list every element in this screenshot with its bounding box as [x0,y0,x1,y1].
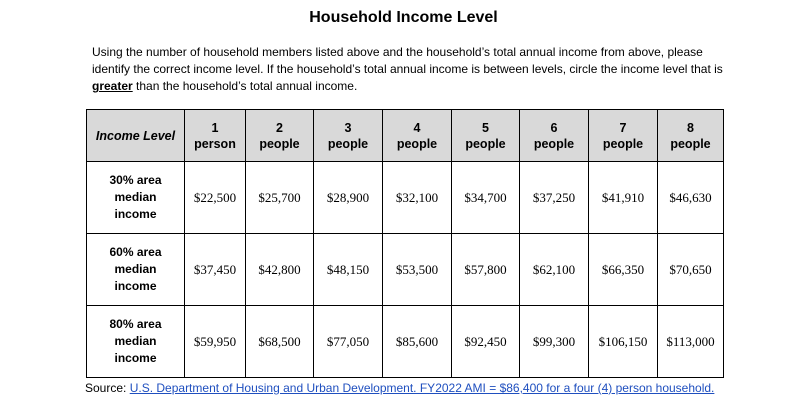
column-header [314,110,383,162]
income-cell: $48,150 [314,234,383,306]
income-cell: $32,100 [383,162,452,234]
income-cell: $41,910 [589,162,658,234]
table-row [87,234,724,306]
income-cell: $57,800 [452,234,520,306]
income-cell: $62,100 [520,234,589,306]
income-cell: $59,950 [185,306,246,378]
column-header [185,110,246,162]
row-label-line: median [114,262,157,276]
column-unit: person [194,136,236,151]
income-cell: $28,900 [314,162,383,234]
income-cell: $92,450 [452,306,520,378]
income-cell: $22,500 [185,162,246,234]
source-link[interactable]: U.S. Department of Housing and Urban Development. FY2022 AMI = $86,400 for a four (4) person household. [129,381,715,395]
income-level-header: Income Level [87,110,185,162]
table-row [87,306,724,378]
column-number: 8 [687,120,694,135]
instructions-text-1: Using the number of household members listed above and the household’s total annual income from above, please identify the correct income level. If the household’s total annual income is between levels, circle the income level that is [92,45,723,76]
income-cell: $37,250 [520,162,589,234]
column-number: 1 [211,120,219,135]
income-cell: $68,500 [246,306,314,378]
column-number: 6 [550,120,558,135]
column-unit: people [602,136,644,151]
table-row [87,162,724,234]
row-label-line: income [114,279,157,293]
income-cell: $25,700 [246,162,314,234]
instructions-text-2: than the household’s total annual income. [132,79,358,93]
column-unit: people [465,136,506,151]
column-unit: people [327,136,369,151]
column-number: 2 [276,120,283,135]
income-cell: $37,450 [185,234,246,306]
column-header [520,110,589,162]
source-citation [85,381,714,395]
instructions-emphasis: greater [92,79,133,93]
income-cell: $34,700 [452,162,520,234]
income-cell: $66,350 [589,234,658,306]
row-label-line: median [114,334,157,348]
income-cell: $70,650 [658,234,724,306]
income-cell: $85,600 [383,306,452,378]
column-number: 4 [413,120,421,135]
column-unit: people [396,136,438,151]
column-unit: people [259,136,300,151]
income-level-table [86,109,724,378]
column-header [246,110,314,162]
source-label: Source: [85,381,130,395]
income-cell: $77,050 [314,306,383,378]
row-label-line: 30% area [109,173,162,187]
column-number: 3 [344,120,352,135]
income-cell: $53,500 [383,234,452,306]
row-label-line: median [114,190,157,204]
column-unit: people [533,136,575,151]
row-label-line: income [114,351,157,365]
column-number: 7 [619,120,627,135]
column-header [383,110,452,162]
income-cell: $99,300 [520,306,589,378]
column-header [658,110,724,162]
page-title: Household Income Level [309,9,498,26]
row-label-line: income [114,207,157,221]
row-label-line: 80% area [109,317,162,331]
instructions-paragraph [92,44,732,95]
income-cell: $42,800 [246,234,314,306]
income-cell: $113,000 [658,306,724,378]
column-number: 5 [482,120,489,135]
table-header-row [87,110,724,162]
column-unit: people [670,136,711,151]
row-label [87,234,185,306]
income-cell: $46,630 [658,162,724,234]
column-header [452,110,520,162]
row-label [87,162,185,234]
row-label-line: 60% area [109,245,162,259]
column-header [589,110,658,162]
row-label [87,306,185,378]
income-cell: $106,150 [589,306,658,378]
